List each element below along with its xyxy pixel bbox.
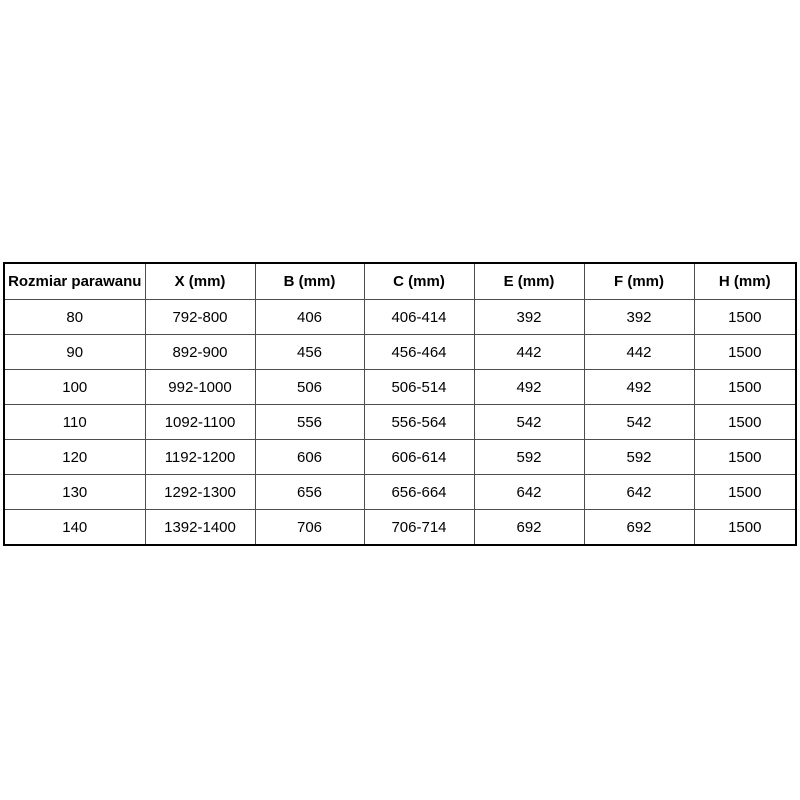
cell-b: 506	[255, 370, 364, 405]
cell-c: 606-614	[364, 440, 474, 475]
cell-size: 140	[4, 510, 145, 546]
column-header-b: B (mm)	[255, 263, 364, 300]
cell-b: 556	[255, 405, 364, 440]
cell-e: 492	[474, 370, 584, 405]
cell-h: 1500	[694, 440, 796, 475]
table-header-row	[4, 263, 796, 300]
cell-f: 642	[584, 475, 694, 510]
column-header-c: C (mm)	[364, 263, 474, 300]
cell-h: 1500	[694, 335, 796, 370]
table-row-100	[4, 370, 796, 405]
cell-x: 1192-1200	[145, 440, 255, 475]
cell-f: 692	[584, 510, 694, 546]
cell-x: 1292-1300	[145, 475, 255, 510]
table-row-140	[4, 510, 796, 546]
cell-c: 456-464	[364, 335, 474, 370]
cell-f: 442	[584, 335, 694, 370]
cell-e: 442	[474, 335, 584, 370]
column-header-rozmiar: Rozmiar parawanu	[4, 263, 145, 300]
cell-e: 392	[474, 300, 584, 335]
cell-c: 556-564	[364, 405, 474, 440]
cell-x: 892-900	[145, 335, 255, 370]
cell-size: 100	[4, 370, 145, 405]
cell-h: 1500	[694, 405, 796, 440]
cell-h: 1500	[694, 475, 796, 510]
column-header-x: X (mm)	[145, 263, 255, 300]
table-row-120	[4, 440, 796, 475]
cell-b: 456	[255, 335, 364, 370]
table-row-130	[4, 475, 796, 510]
cell-e: 692	[474, 510, 584, 546]
cell-e: 542	[474, 405, 584, 440]
cell-x: 1392-1400	[145, 510, 255, 546]
cell-f: 492	[584, 370, 694, 405]
cell-b: 706	[255, 510, 364, 546]
cell-f: 592	[584, 440, 694, 475]
dimensions-table	[3, 262, 797, 546]
cell-b: 406	[255, 300, 364, 335]
cell-c: 406-414	[364, 300, 474, 335]
cell-e: 642	[474, 475, 584, 510]
table-row-110	[4, 405, 796, 440]
cell-b: 606	[255, 440, 364, 475]
cell-size: 80	[4, 300, 145, 335]
cell-size: 130	[4, 475, 145, 510]
cell-h: 1500	[694, 510, 796, 546]
cell-x: 792-800	[145, 300, 255, 335]
cell-f: 542	[584, 405, 694, 440]
column-header-h: H (mm)	[694, 263, 796, 300]
cell-h: 1500	[694, 370, 796, 405]
table-row-80	[4, 300, 796, 335]
column-header-e: E (mm)	[474, 263, 584, 300]
cell-size: 120	[4, 440, 145, 475]
cell-e: 592	[474, 440, 584, 475]
cell-size: 110	[4, 405, 145, 440]
table-row-90	[4, 335, 796, 370]
cell-c: 656-664	[364, 475, 474, 510]
cell-x: 1092-1100	[145, 405, 255, 440]
cell-h: 1500	[694, 300, 796, 335]
cell-b: 656	[255, 475, 364, 510]
cell-c: 506-514	[364, 370, 474, 405]
cell-size: 90	[4, 335, 145, 370]
column-header-f: F (mm)	[584, 263, 694, 300]
cell-c: 706-714	[364, 510, 474, 546]
cell-f: 392	[584, 300, 694, 335]
cell-x: 992-1000	[145, 370, 255, 405]
